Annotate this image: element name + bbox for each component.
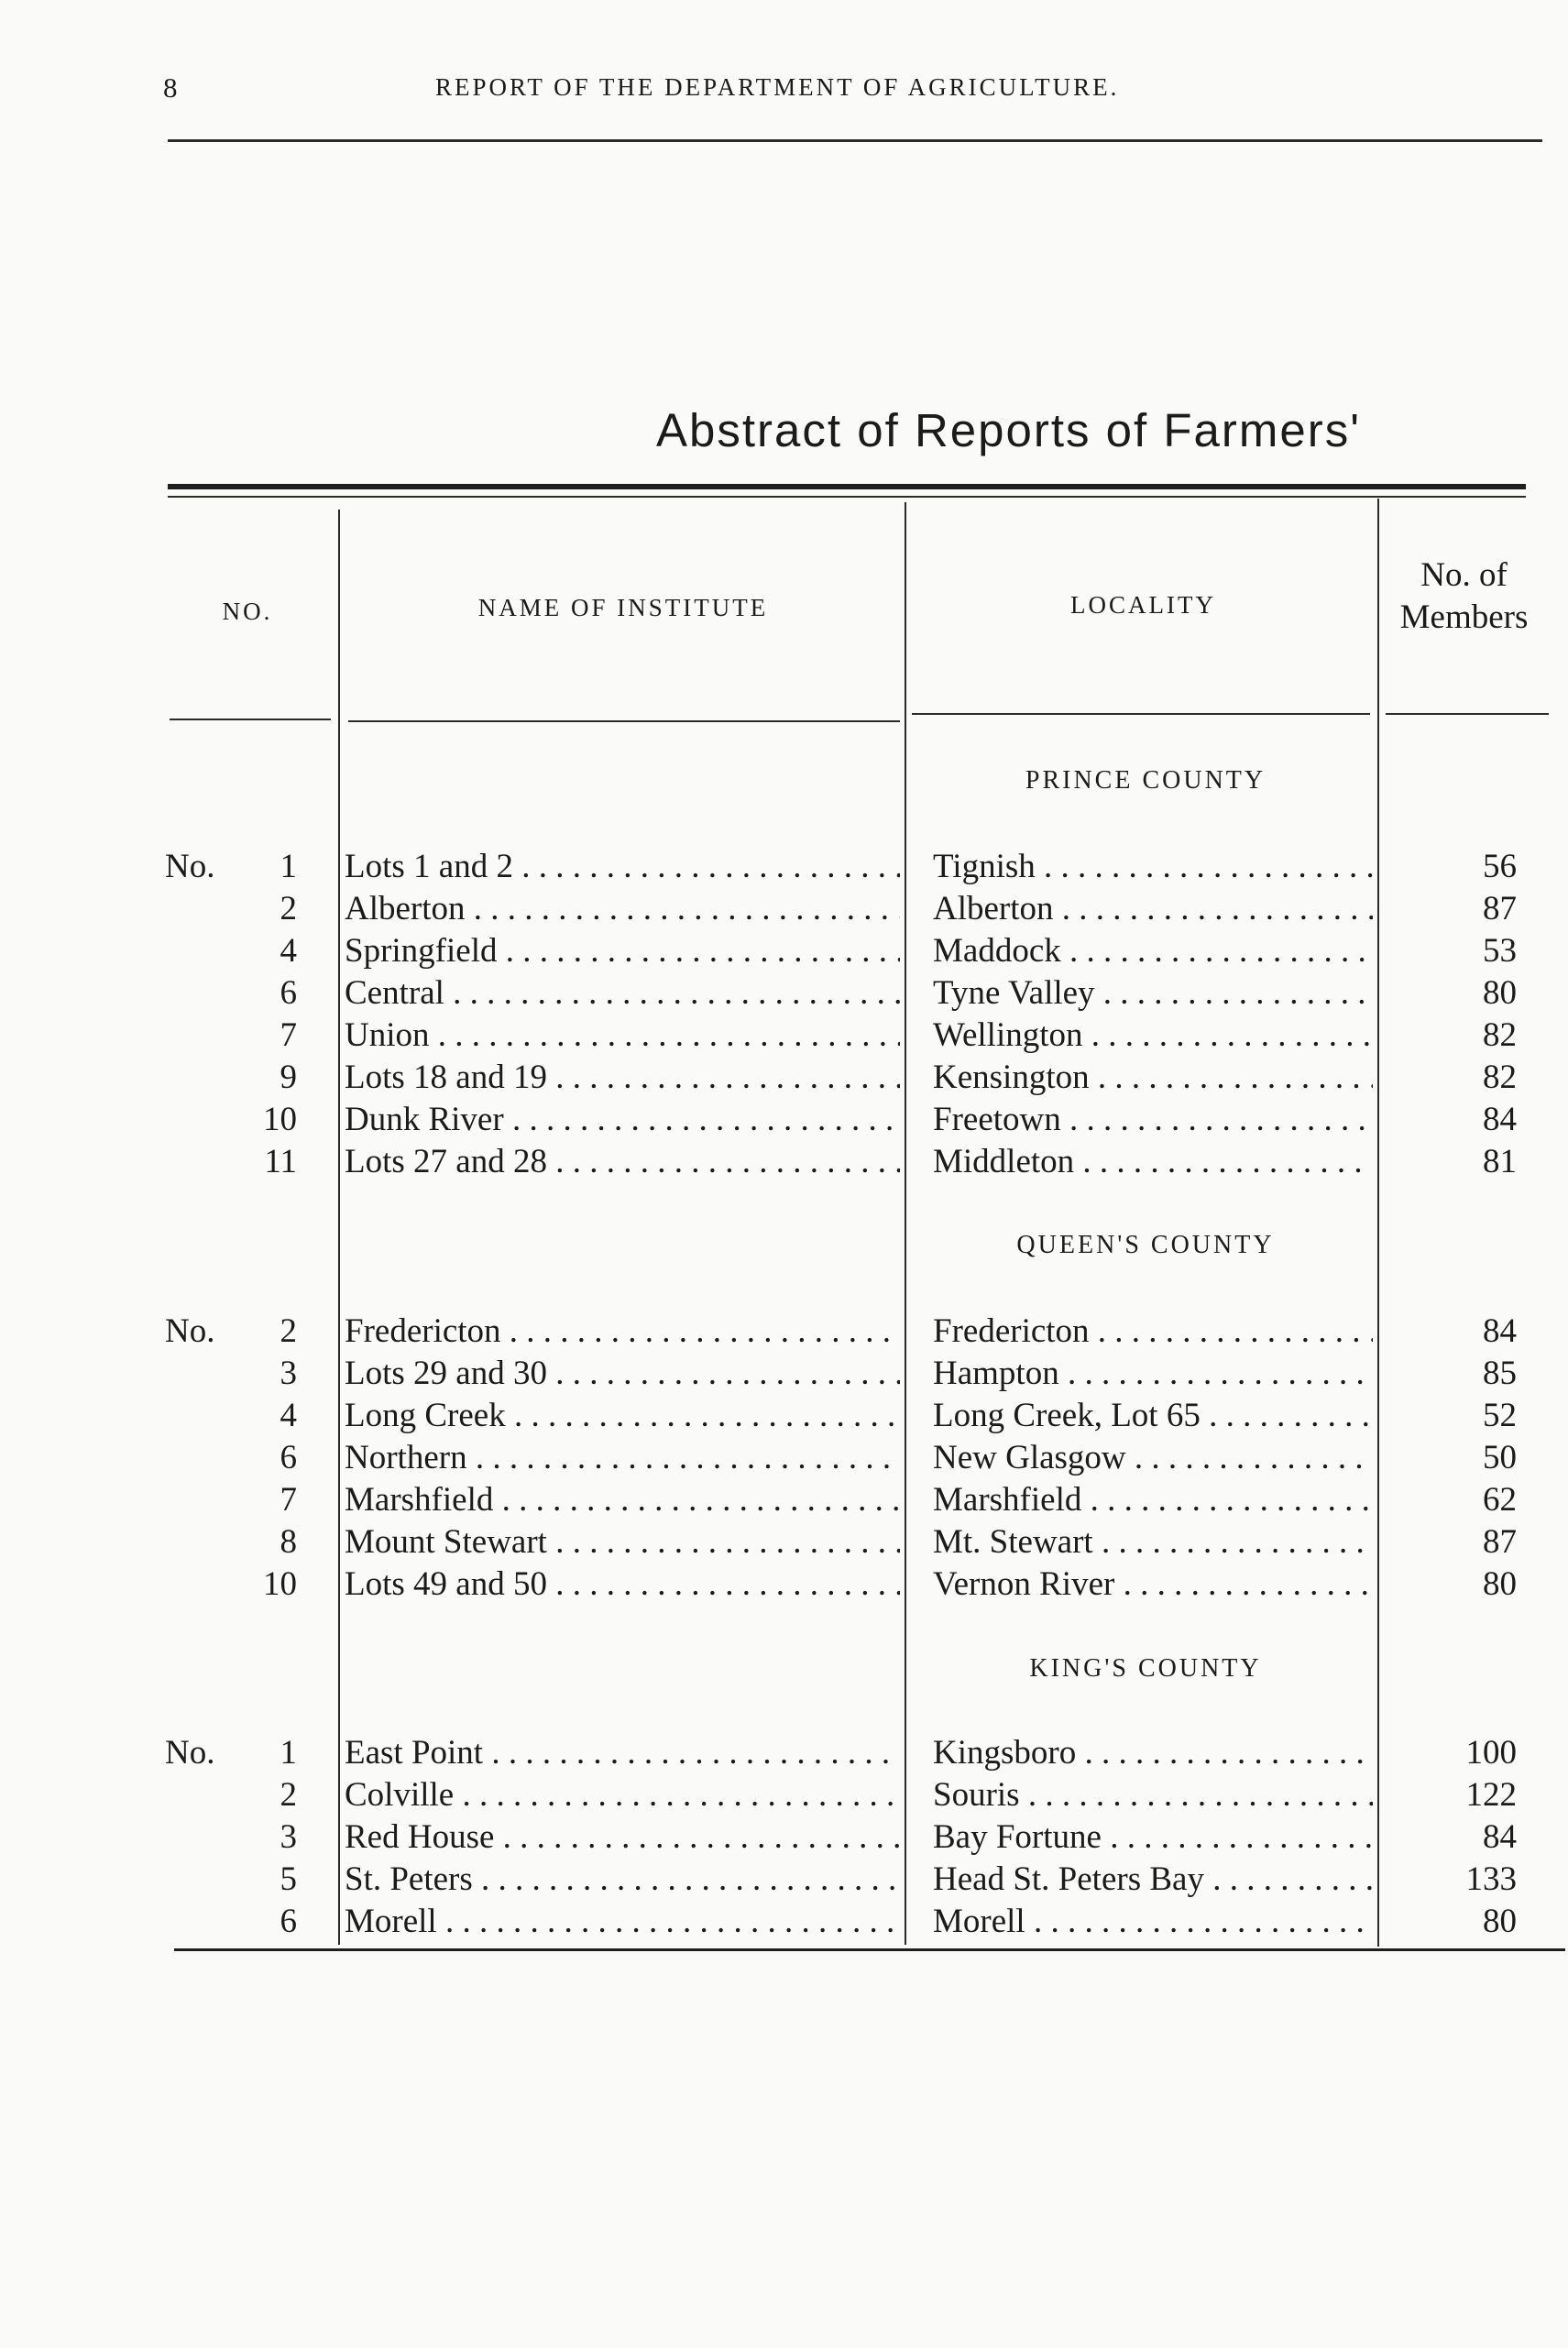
- column-divider-no: [338, 510, 340, 1945]
- leader-dots: [1102, 1818, 1373, 1856]
- leader-dots: [1095, 974, 1373, 1012]
- institute-name: Alberton: [345, 890, 466, 927]
- locality: Long Creek, Lot 65: [933, 1397, 1201, 1434]
- locality: Alberton: [933, 890, 1054, 927]
- column-divider-locality: [1377, 499, 1379, 1947]
- column-header-members-line1: No. of: [1420, 556, 1508, 594]
- members-count: 52: [1483, 1397, 1517, 1434]
- leader-dots: [483, 1734, 900, 1772]
- institute-number: 9: [280, 1059, 297, 1096]
- leader-dots: [430, 1016, 901, 1054]
- members-count: 87: [1483, 890, 1517, 927]
- header-underline-name: [348, 720, 900, 722]
- table-row: [0, 888, 1568, 930]
- leader-dots: [444, 974, 900, 1012]
- row-prefix: No.: [165, 1312, 215, 1350]
- locality: Maddock: [933, 932, 1061, 970]
- institute-name: Lots 1 and 2: [345, 848, 513, 885]
- members-count: 84: [1483, 1818, 1517, 1856]
- locality: Kensington: [933, 1059, 1090, 1096]
- locality: Hampton: [933, 1355, 1059, 1392]
- table-row: [0, 1057, 1568, 1099]
- header-rule: [168, 139, 1542, 142]
- institute-number: 2: [280, 1776, 297, 1814]
- table-row: [0, 1099, 1568, 1141]
- table-row: [0, 1732, 1568, 1774]
- members-count: 87: [1483, 1523, 1517, 1561]
- leader-dots: [493, 1481, 900, 1519]
- leader-dots: [1093, 1523, 1373, 1561]
- table-row: [0, 930, 1568, 972]
- institute-name: East Point: [345, 1734, 484, 1772]
- members-count: 85: [1483, 1355, 1517, 1392]
- table-row: [0, 972, 1568, 1015]
- table-row: [0, 1311, 1568, 1353]
- locality: Mt. Stewart: [933, 1523, 1093, 1561]
- institute-number: 4: [280, 1397, 297, 1434]
- locality: Middleton: [933, 1143, 1075, 1180]
- header-underline-no: [170, 719, 331, 720]
- leader-dots: [467, 1439, 900, 1476]
- leader-dots: [547, 1355, 900, 1392]
- leader-dots: [454, 1776, 900, 1814]
- leader-dots: [547, 1143, 900, 1180]
- county-heading: PRINCE COUNTY: [1025, 766, 1266, 795]
- institute-name: Lots 29 and 30: [345, 1355, 547, 1392]
- running-title: REPORT OF THE DEPARTMENT OF AGRICULTURE.: [435, 73, 1120, 101]
- column-divider-name: [905, 502, 906, 1945]
- institute-name: Lots 49 and 50: [345, 1565, 547, 1603]
- leader-dots: [1201, 1397, 1373, 1434]
- table-row: [0, 1015, 1568, 1057]
- table-row: [0, 1479, 1568, 1521]
- table-top-rule-thin: [168, 496, 1526, 498]
- institute-name: Marshfield: [345, 1481, 494, 1519]
- county-heading: QUEEN'S COUNTY: [1016, 1231, 1275, 1259]
- institute-number: 5: [280, 1860, 297, 1898]
- leader-dots: [1074, 1143, 1373, 1180]
- institute-name: Union: [345, 1016, 430, 1054]
- table-top-rule: [168, 484, 1526, 489]
- table-row: [0, 1353, 1568, 1395]
- institute-number: 3: [280, 1818, 297, 1856]
- institute-number: 10: [263, 1565, 297, 1603]
- institute-name: Springfield: [345, 932, 498, 970]
- table-row: [0, 1564, 1568, 1606]
- locality: New Glasgow: [933, 1439, 1126, 1476]
- members-count: 53: [1483, 932, 1517, 970]
- leader-dots: [1204, 1860, 1373, 1898]
- institute-name: Mount Stewart: [345, 1523, 547, 1561]
- column-header-no: NO.: [222, 598, 273, 625]
- leader-dots: [513, 848, 900, 885]
- locality: Souris: [933, 1776, 1020, 1814]
- institute-name: Morell: [345, 1903, 437, 1940]
- locality: Fredericton: [933, 1312, 1090, 1350]
- row-prefix: No.: [165, 1734, 215, 1772]
- table-row: [0, 1395, 1568, 1437]
- institute-name: St. Peters: [345, 1860, 473, 1898]
- leader-dots: [1083, 1016, 1373, 1054]
- leader-dots: [1090, 1312, 1373, 1350]
- members-count: 62: [1483, 1481, 1517, 1519]
- institute-name: Lots 27 and 28: [345, 1143, 547, 1180]
- locality: Tignish: [933, 848, 1036, 885]
- institute-number: 6: [280, 1439, 297, 1476]
- members-count: 56: [1483, 848, 1517, 885]
- institute-number: 11: [264, 1143, 297, 1180]
- institute-number: 7: [280, 1016, 297, 1054]
- members-count: 80: [1483, 1903, 1517, 1940]
- leader-dots: [1090, 1059, 1373, 1096]
- institute-number: 3: [280, 1355, 297, 1392]
- institute-name: Northern: [345, 1439, 467, 1476]
- column-header-members: [1384, 554, 1544, 639]
- table-row: [0, 1437, 1568, 1479]
- table-row: [0, 1141, 1568, 1183]
- leader-dots: [497, 932, 900, 970]
- leader-dots: [1076, 1734, 1373, 1772]
- institute-name: Lots 18 and 19: [345, 1059, 547, 1096]
- institute-name: Central: [345, 974, 444, 1012]
- leader-dots: [547, 1523, 900, 1561]
- members-count: 80: [1483, 1565, 1517, 1603]
- members-count: 82: [1483, 1059, 1517, 1096]
- row-prefix: No.: [165, 848, 215, 885]
- header-underline-locality: [912, 713, 1370, 715]
- institute-name: Colville: [345, 1776, 455, 1814]
- leader-dots: [1020, 1776, 1373, 1814]
- institute-name: Long Creek: [345, 1397, 506, 1434]
- leader-dots: [466, 890, 900, 927]
- members-count: 82: [1483, 1016, 1517, 1054]
- leader-dots: [504, 1101, 900, 1138]
- locality: Marshfield: [933, 1481, 1082, 1519]
- members-count: 50: [1483, 1439, 1517, 1476]
- institute-number: 1: [280, 1734, 297, 1772]
- leader-dots: [501, 1312, 900, 1350]
- institute-name: Fredericton: [345, 1312, 501, 1350]
- table-bottom-rule: [174, 1948, 1565, 1951]
- locality: Kingsboro: [933, 1734, 1077, 1772]
- members-count: 84: [1483, 1101, 1517, 1138]
- table-row: [0, 1774, 1568, 1816]
- leader-dots: [1059, 1355, 1373, 1392]
- members-count: 133: [1465, 1860, 1517, 1898]
- institute-name: Dunk River: [345, 1101, 504, 1138]
- locality: Head St. Peters Bay: [933, 1860, 1204, 1898]
- leader-dots: [473, 1860, 900, 1898]
- institute-number: 4: [280, 932, 297, 970]
- leader-dots: [547, 1565, 900, 1603]
- locality: Bay Fortune: [933, 1818, 1102, 1856]
- leader-dots: [494, 1818, 900, 1856]
- leader-dots: [1061, 932, 1373, 970]
- leader-dots: [1126, 1439, 1373, 1476]
- leader-dots: [1054, 890, 1373, 927]
- institute-number: 1: [280, 848, 297, 885]
- table-title: Abstract of Reports of Farmers': [656, 404, 1361, 456]
- locality: Wellington: [933, 1016, 1083, 1054]
- institute-number: 6: [280, 974, 297, 1012]
- institute-number: 2: [280, 890, 297, 927]
- institute-number: 2: [280, 1312, 297, 1350]
- members-count: 80: [1483, 974, 1517, 1012]
- column-header-locality: LOCALITY: [1070, 591, 1216, 619]
- leader-dots: [547, 1059, 900, 1096]
- column-header-name: NAME OF INSTITUTE: [477, 594, 769, 621]
- table-row: [0, 1521, 1568, 1564]
- members-count: 81: [1483, 1143, 1517, 1180]
- locality: Morell: [933, 1903, 1025, 1940]
- leader-dots: [1114, 1565, 1373, 1603]
- table-row: [0, 1816, 1568, 1859]
- table-row: [0, 1901, 1568, 1943]
- institute-number: 6: [280, 1903, 297, 1940]
- leader-dots: [437, 1903, 900, 1940]
- leader-dots: [1061, 1101, 1373, 1138]
- column-header-members-line2: Members: [1399, 598, 1529, 636]
- table-row: [0, 846, 1568, 888]
- members-count: 100: [1465, 1734, 1517, 1772]
- institute-name: Red House: [345, 1818, 495, 1856]
- leader-dots: [1025, 1903, 1373, 1940]
- header-underline-members: [1386, 713, 1549, 715]
- leader-dots: [1036, 848, 1373, 885]
- members-count: 122: [1465, 1776, 1517, 1814]
- page-number: 8: [163, 71, 178, 104]
- institute-number: 10: [263, 1101, 297, 1138]
- locality: Tyne Valley: [933, 974, 1095, 1012]
- table-row: [0, 1859, 1568, 1901]
- locality: Vernon River: [933, 1565, 1115, 1603]
- leader-dots: [506, 1397, 900, 1434]
- members-count: 84: [1483, 1312, 1517, 1350]
- county-heading: KING'S COUNTY: [1029, 1654, 1262, 1683]
- institute-number: 7: [280, 1481, 297, 1519]
- institute-number: 8: [280, 1523, 297, 1561]
- locality: Freetown: [933, 1101, 1061, 1138]
- leader-dots: [1081, 1481, 1373, 1519]
